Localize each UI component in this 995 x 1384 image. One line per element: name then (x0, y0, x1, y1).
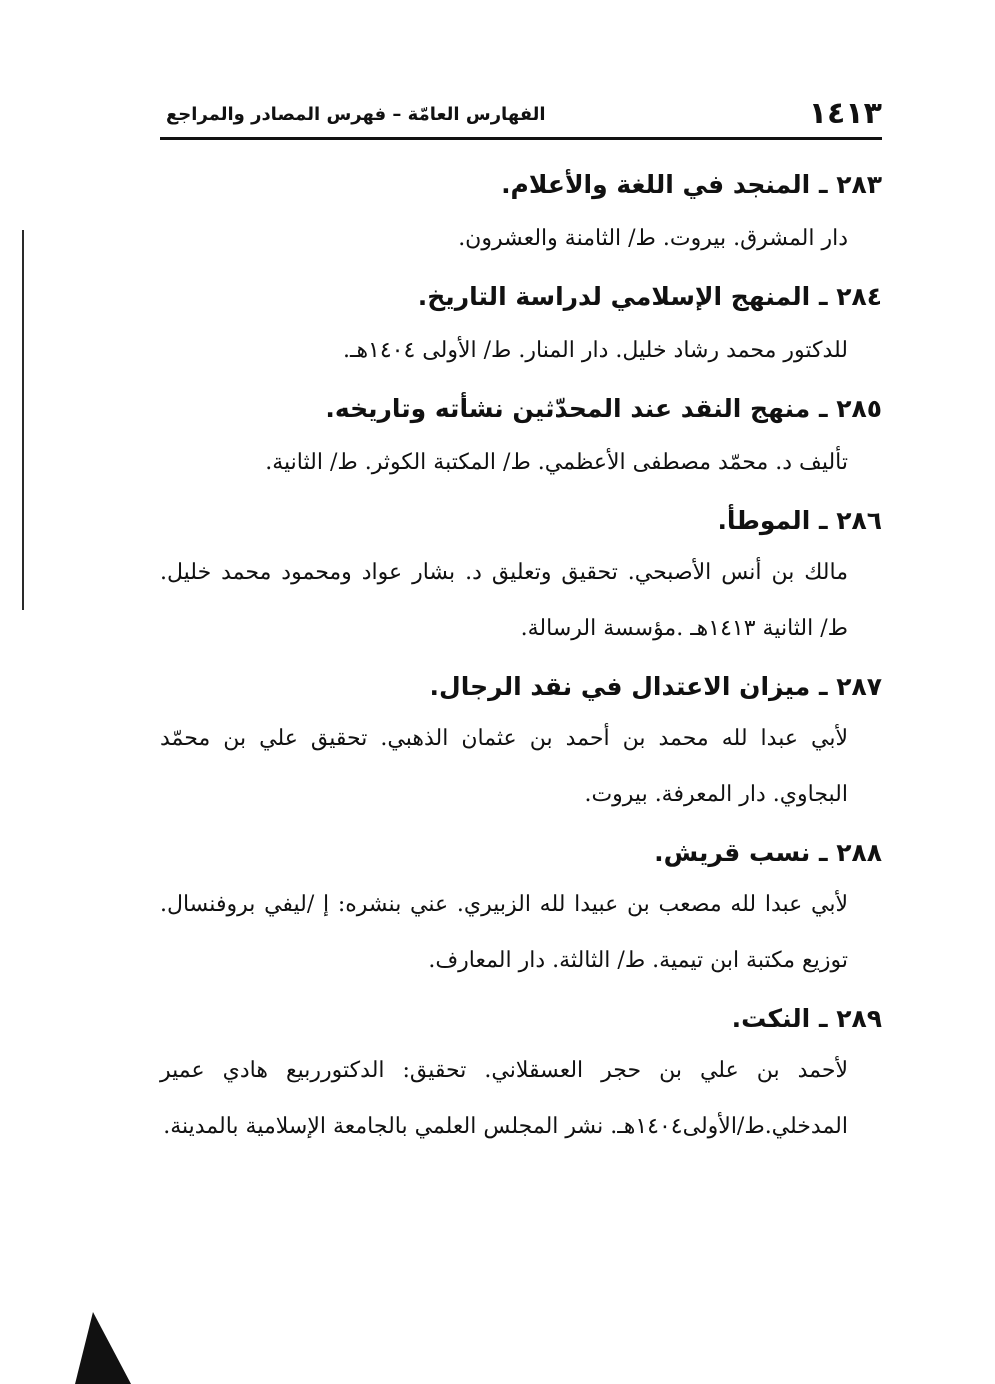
entry-title: ٢٨٤ ـ المنهج الإسلامي لدراسة التاريخ. (417, 282, 882, 311)
bibliography-entry-284 (160, 277, 882, 379)
scan-edge-line (22, 230, 24, 610)
bibliography-entry-287 (160, 667, 882, 823)
bibliography-entry-285 (160, 389, 882, 491)
page-header (160, 92, 882, 140)
entry-title: ٢٨٣ ـ المنجد في اللغة والأعلام. (501, 170, 882, 199)
corner-scan-mark (75, 1312, 149, 1384)
bibliography-entry-283 (160, 165, 882, 267)
entry-body: تأليف د. محمّد مصطفى الأعظمي. ط/ المكتبة الكوثر. ط/ الثانية. (265, 450, 848, 475)
running-title: الفهارس العامّة – فهرس المصادر والمراجع (166, 104, 546, 125)
entry-title: ٢٨٨ ـ نسب قريش. (654, 838, 882, 867)
entry-title: ٢٨٧ ـ ميزان الاعتدال في نقد الرجال. (429, 672, 882, 701)
entry-title: ٢٨٥ ـ منهج النقد عند المحدّثين نشأته وتاريخه. (325, 394, 882, 423)
entry-body: دار المشرق. بيروت. ط/ الثامنة والعشرون. (458, 226, 848, 251)
entry-body: مالك بن أنس الأصبحي. تحقيق وتعليق د. بشار عواد ومحمود محمد خليل. ط/ الثانية ١٤١٣هـ .مؤسسة الرسالة. (160, 560, 848, 641)
entry-body: للدكتور محمد رشاد خليل. دار المنار. ط/ الأولى ١٤٠٤هـ. (343, 338, 848, 363)
entry-body: لأبي عبدا لله محمد بن أحمد بن عثمان الذهبي. تحقيق علي بن محمّد البجاوي. دار المعرفة. بيروت. (160, 726, 848, 807)
entry-title: ٢٨٩ ـ النكت. (731, 1004, 882, 1033)
bibliography-entry-286 (160, 501, 882, 657)
entry-body: لأحمد بن علي بن حجر العسقلاني. تحقيق: الدكتورربيع هادي عمير المدخلي.ط/الأولى١٤٠٤هـ. نشر المجلس العلمي بالجامعة الإسلامية بالمدينة. (160, 1058, 848, 1139)
bibliography-entry-288 (160, 833, 882, 989)
bibliography-entry-289 (160, 999, 882, 1155)
entry-body: لأبي عبدا لله مصعب بن عبيدا لله الزبيري. عني بنشره: إ /ليفي بروفنسال. توزيع مكتبة ابن تيمية. ط/ الثالثة. دار المعارف. (160, 892, 848, 973)
bibliography-list (160, 165, 882, 1165)
entry-title: ٢٨٦ ـ الموطأ. (717, 506, 882, 535)
header-rule (160, 137, 882, 140)
page-number: ١٤١٣ (808, 96, 882, 131)
